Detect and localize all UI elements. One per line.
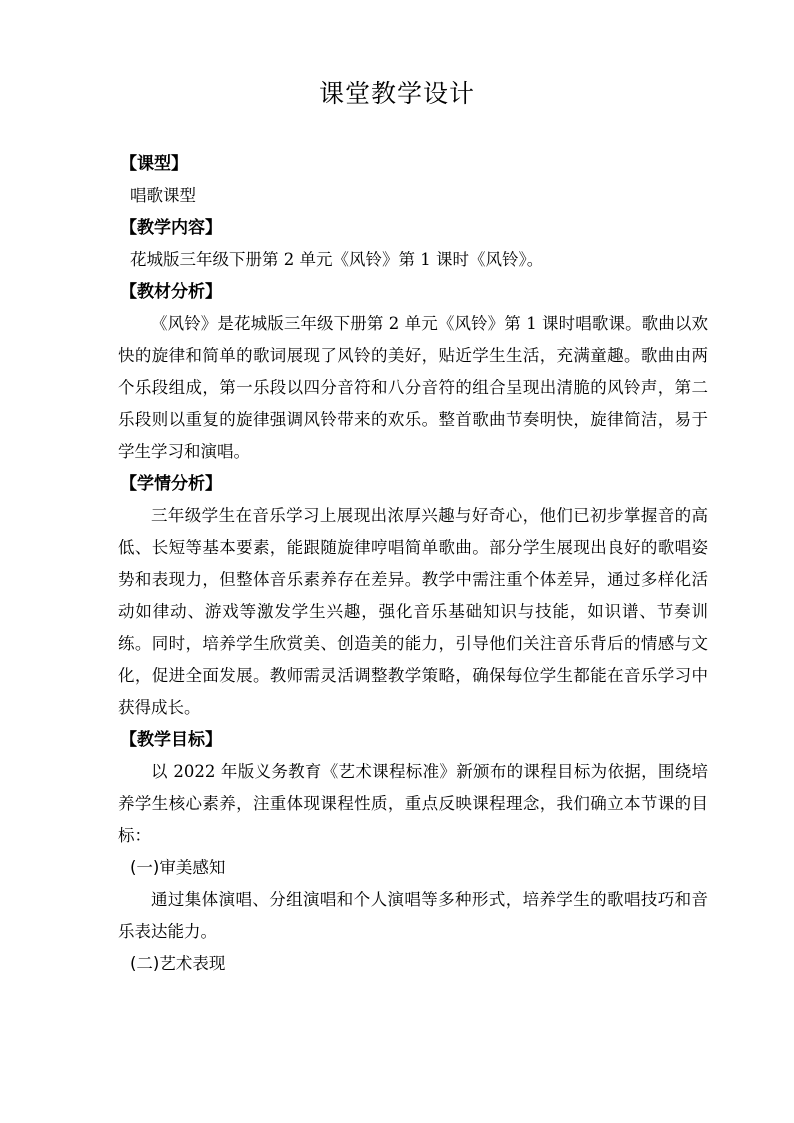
section-heading-student-analysis: 【学情分析】 <box>120 474 222 494</box>
subsection-heading-artistic-expression: (二)艺术表现 <box>130 954 226 973</box>
section-heading-teaching-goals: 【教学目标】 <box>120 730 222 750</box>
document-title: 课堂教学设计 <box>318 79 475 108</box>
section-heading-lesson-type: 【课型】 <box>120 154 188 174</box>
student-analysis-text: 三年级学生在音乐学习上展现出浓厚兴趣与好奇心，他们已初步掌握音的高低、长短等基本要素，能跟随旋律哼唱简单歌曲。部分学生展现出良好的歌唱姿势和表现力，但整体音乐素养存在差异。教学中需注重个体差异，通过多样化活动如律动、游戏等激发学生兴趣，强化音乐基础知识与技能，如识谱、节奏训练。同时，培养学生欣赏美、创造美的能力，引导他们关注音乐背后的情感与文化，促进全面发展。教师需灵活调整教学策略，确保每位学生都能在音乐学习中获得成长。 <box>118 506 708 717</box>
lesson-type-text: 唱歌课型 <box>130 186 196 205</box>
section-heading-material-analysis: 【教材分析】 <box>120 282 222 302</box>
subsection-heading-aesthetic-perception: (一)审美感知 <box>130 858 226 877</box>
section-heading-teaching-content: 【教学内容】 <box>120 218 222 238</box>
teaching-goals-text: 以 2022 年版义务教育《艺术课程标准》新颁布的课程目标为依据，围绕培养学生核心素养，注重体现课程性质，重点反映课程理念，我们确立本节课的目标： <box>118 762 708 845</box>
material-analysis-text: 《风铃》是花城版三年级下册第 2 单元《风铃》第 1 课时唱歌课。歌曲以欢快的旋律和简单的歌词展现了风铃的美好，贴近学生生活，充满童趣。歌曲由两个乐段组成，第一乐段以四分音符和八分音符的组合呈现出清脆的风铃声，第二乐段则以重复的旋律强调风铃带来的欢乐。整首歌曲节奏明快，旋律简洁，易于学生学习和演唱。 <box>118 314 708 461</box>
aesthetic-perception-text: 通过集体演唱、分组演唱和个人演唱等多种形式，培养学生的歌唱技巧和音乐表达能力。 <box>118 890 708 941</box>
teaching-content-text: 花城版三年级下册第 2 单元《风铃》第 1 课时《风铃》。 <box>130 250 544 269</box>
document-body <box>118 148 708 980</box>
